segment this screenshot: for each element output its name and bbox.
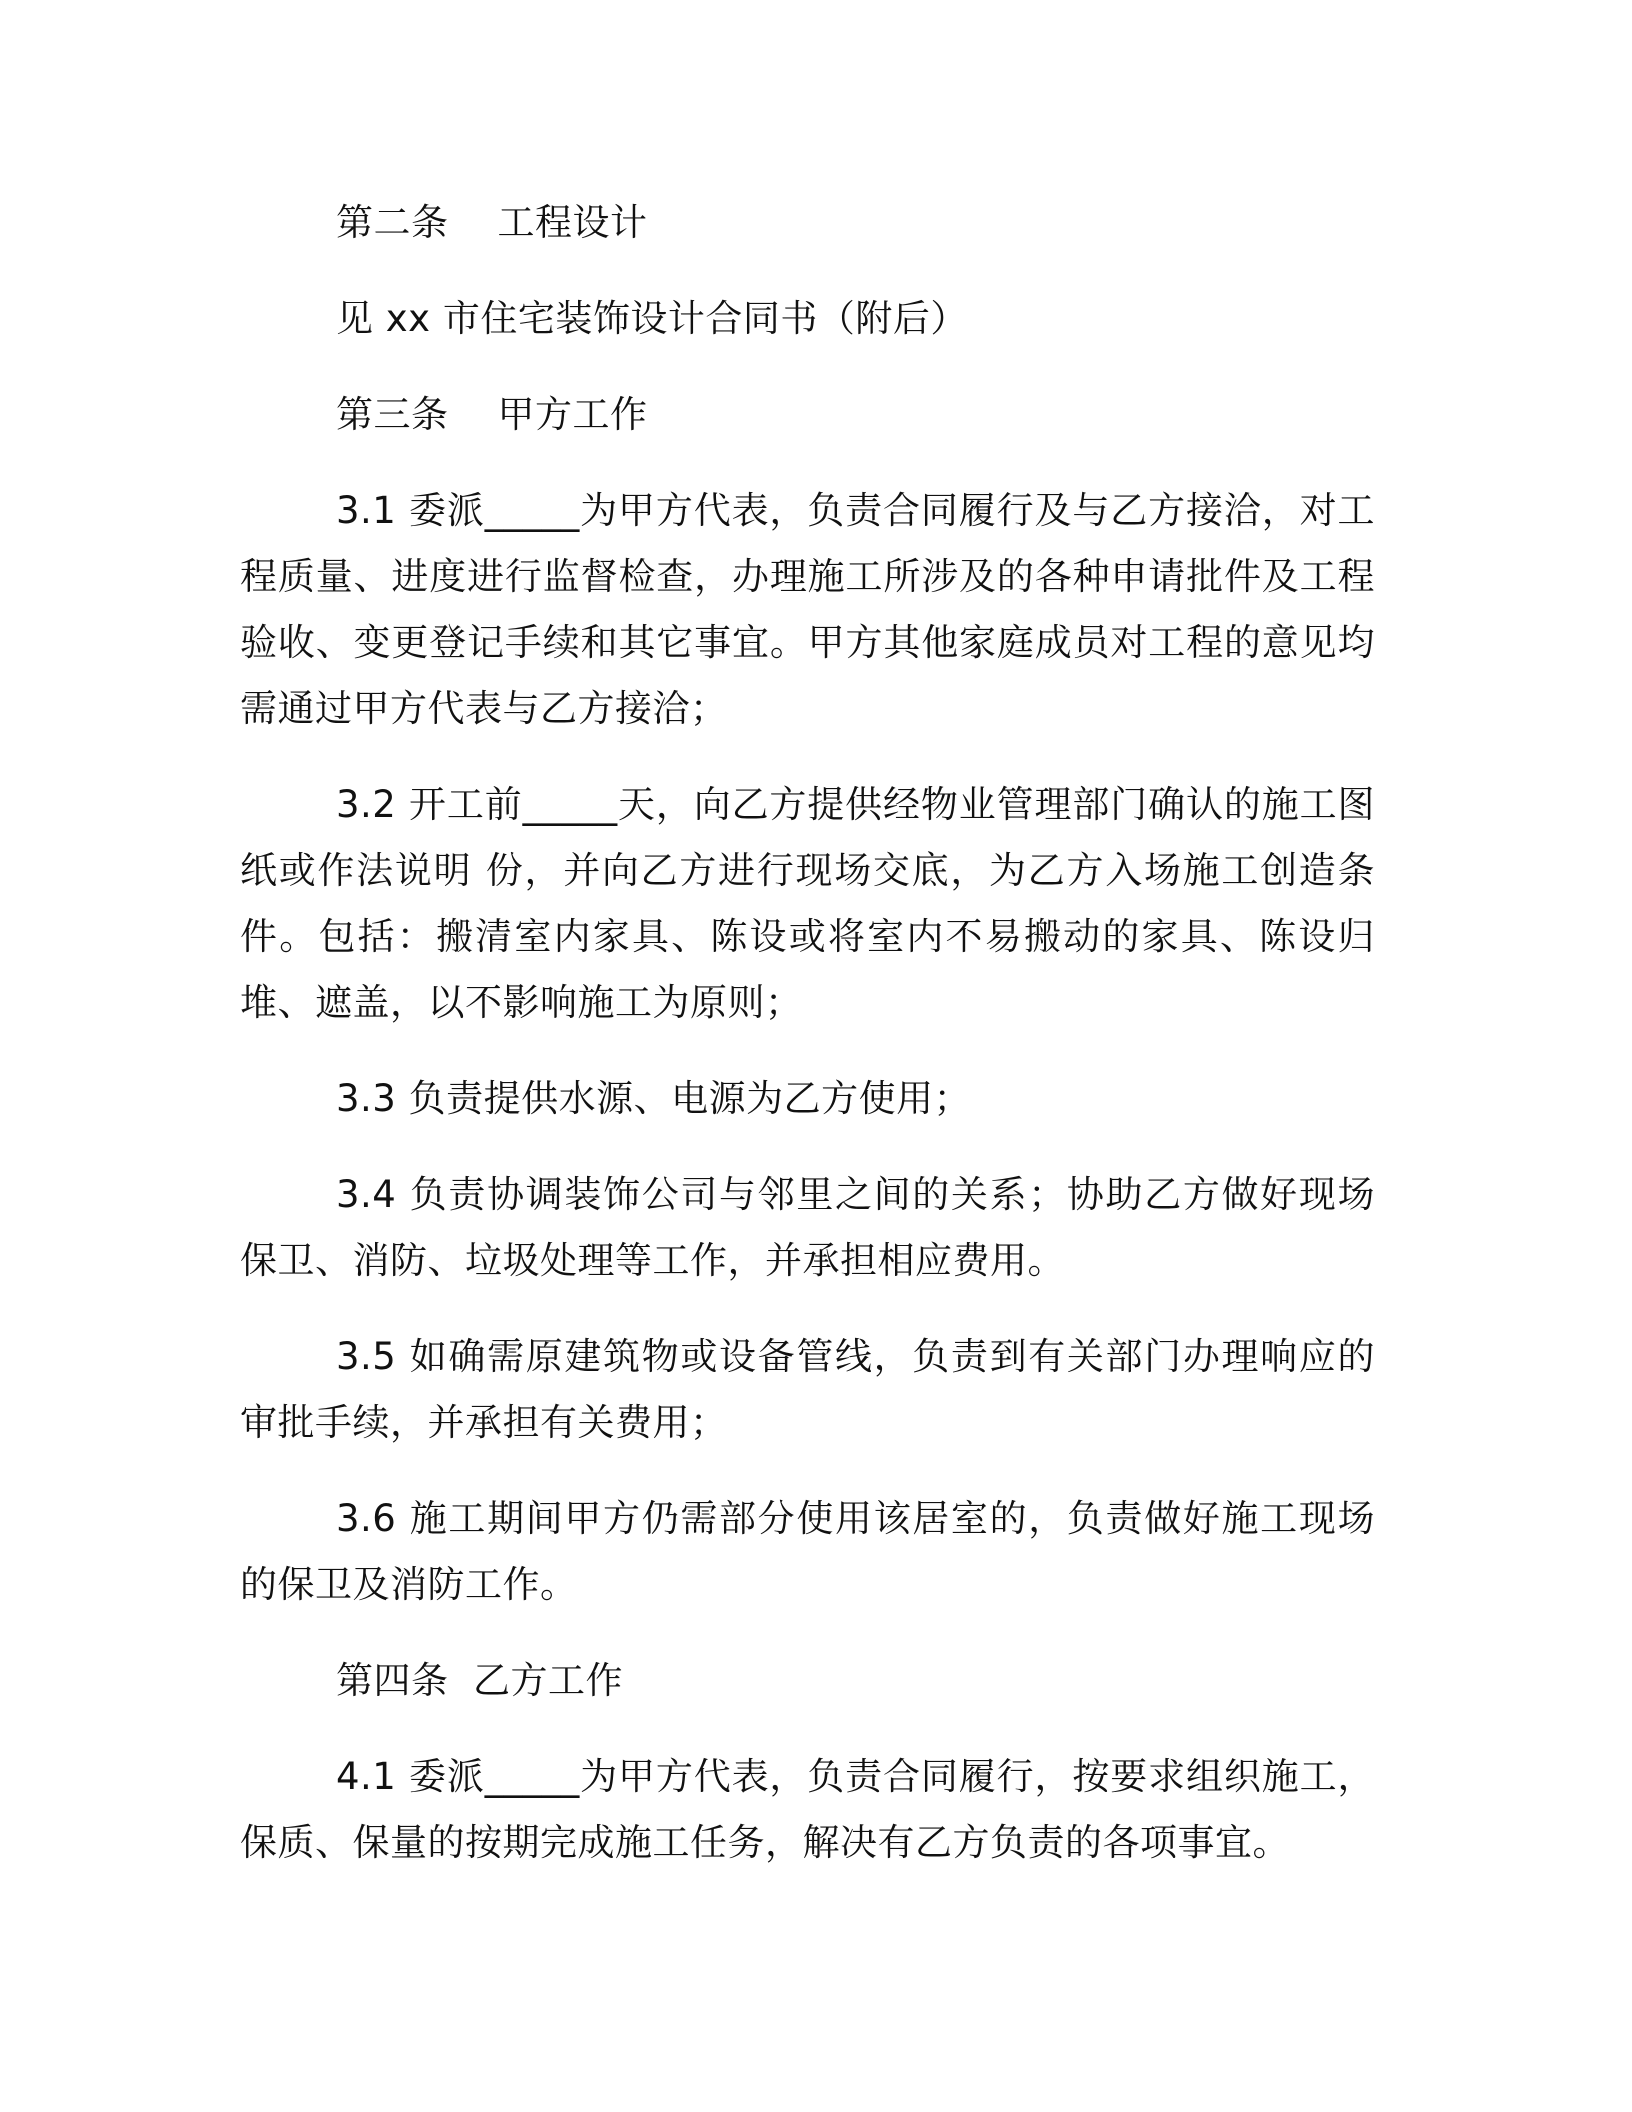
- section-2-heading: 第二条 工程设计: [336, 201, 648, 244]
- clause-4-1: 4.1 委派_____为甲方代表，负责合同履行，按要求组织施工，保质、保量的按期完成施工任务，解决有乙方负责的各项事宜。: [240, 1755, 1375, 1864]
- section-4-heading: 第四条 乙方工作: [336, 1659, 624, 1702]
- clause-3-3: 3.3 负责提供水源、电源为乙方使用；: [336, 1077, 972, 1120]
- clause-3-1: 3.1 委派_____为甲方代表，负责合同履行及与乙方接洽，对工程质量、进度进行监督检查，办理施工所涉及的各种申请批件及工程验收、变更登记手续和其它事宜。甲方其他家庭成员对工程的意见均需通过甲方代表与乙方接洽；: [240, 489, 1375, 730]
- clause-3-2: 3.2 开工前_____天，向乙方提供经物业管理部门确认的施工图纸或作法说明 份，并向乙方进行现场交底，为乙方入场施工创造条件。包括：搬清室内家具、陈设或将室内不易搬动的家具、陈设归堆、遮盖，以不影响施工为原则；: [240, 783, 1375, 1024]
- section-2-body: 见 xx 市住宅装饰设计合同书（附后）: [336, 297, 968, 340]
- document-body: [240, 190, 1375, 1906]
- clause-3-4: 3.4 负责协调装饰公司与邻里之间的关系；协助乙方做好现场保卫、消防、垃圾处理等工作，并承担相应费用。: [240, 1173, 1375, 1282]
- clause-3-5: 3.5 如确需原建筑物或设备管线，负责到有关部门办理响应的审批手续，并承担有关费用；: [240, 1335, 1375, 1444]
- section-3-heading: 第三条 甲方工作: [336, 393, 648, 436]
- clause-3-6: 3.6 施工期间甲方仍需部分使用该居室的，负责做好施工现场的保卫及消防工作。: [240, 1497, 1375, 1606]
